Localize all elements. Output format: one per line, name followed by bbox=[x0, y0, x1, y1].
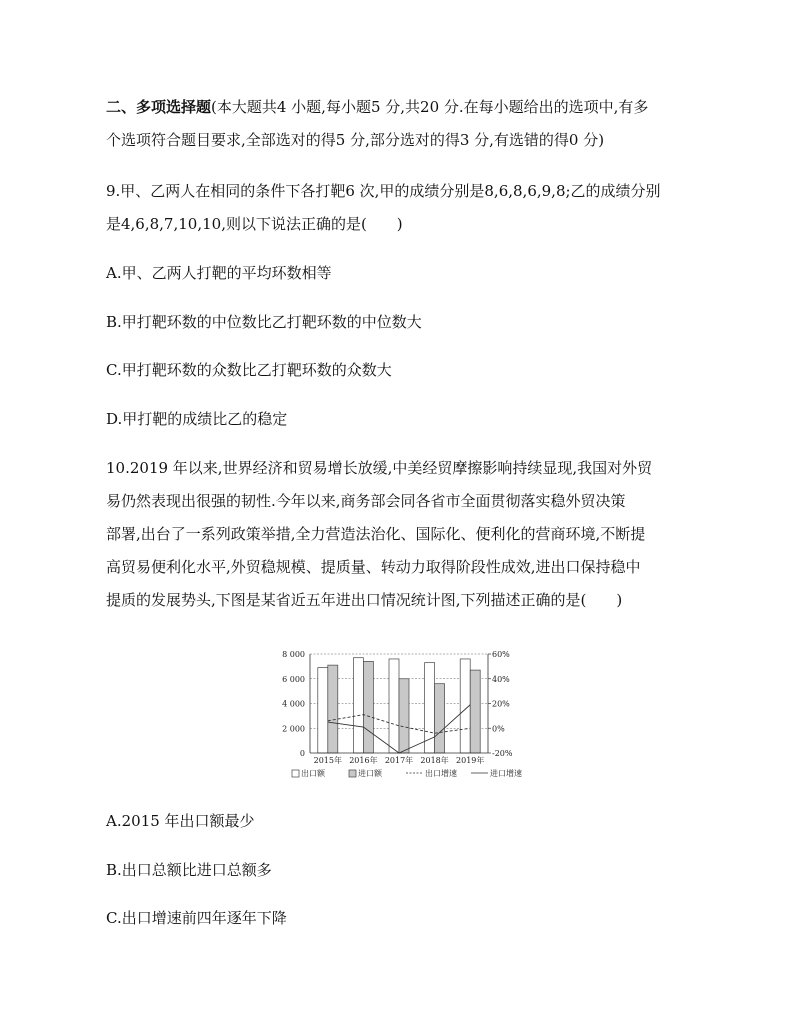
right-tick-label: 40% bbox=[492, 674, 510, 684]
left-tick-label: 6 000 bbox=[282, 674, 305, 684]
q9-option-c: C.甲打靶环数的众数比乙打靶环数的众数大 bbox=[106, 361, 392, 379]
x-tick-label: 2015年 bbox=[313, 756, 342, 765]
right-tick-label: 60% bbox=[492, 650, 510, 659]
q10-stem-4: 高贸易便利化水平,外贸稳规模、提质量、转动力取得阶段性成效,进出口保持稳中 bbox=[106, 558, 641, 576]
legend-swatch bbox=[349, 770, 356, 777]
x-tick-label: 2018年 bbox=[420, 756, 449, 765]
bar-export bbox=[318, 668, 328, 753]
left-tick-label: 8 000 bbox=[282, 650, 305, 659]
q10-stem-3: 部署,出台了一系列政策举措,全力营造法治化、国际化、便利化的营商环境,不断提 bbox=[106, 525, 646, 543]
q9-option-a: A.甲、乙两人打靶的平均环数相等 bbox=[106, 264, 332, 282]
section-instructions-1: (本大题共4 小题,每小题5 分,共20 分.在每小题给出的选项中,有多 bbox=[211, 98, 649, 116]
right-tick-label: 20% bbox=[492, 699, 510, 709]
left-tick-label: 2 000 bbox=[282, 724, 305, 734]
legend-label: 出口额 bbox=[301, 769, 325, 778]
legend-label: 出口增速 bbox=[425, 769, 457, 778]
q10-option-c: C.出口增速前四年逐年下降 bbox=[106, 909, 287, 927]
bar-export bbox=[353, 658, 363, 753]
left-tick-label: 4 000 bbox=[282, 699, 305, 709]
left-tick-label: 0 bbox=[299, 749, 305, 758]
x-tick-label: 2017年 bbox=[384, 756, 414, 765]
q10-option-b: B.出口总额比进口总额多 bbox=[106, 861, 272, 879]
section-header bbox=[106, 96, 648, 118]
q10-stem-5: 提质的发展势头,下图是某省近五年进出口情况统计图,下列描述正确的是( ) bbox=[106, 591, 623, 609]
trade-chart bbox=[270, 645, 530, 785]
bar-export bbox=[389, 659, 399, 753]
legend-swatch bbox=[292, 770, 299, 777]
right-tick-label: -20% bbox=[492, 749, 513, 758]
q9-stem-2: 是4,6,8,7,10,10,则以下说法正确的是( ) bbox=[106, 215, 403, 233]
q10-option-a: A.2015 年出口额最少 bbox=[106, 812, 255, 830]
bar-import bbox=[328, 665, 338, 753]
q9-option-d: D.甲打靶的成绩比乙的稳定 bbox=[106, 410, 288, 428]
q10-stem-1: 10.2019 年以来,世界经济和贸易增长放缓,中美经贸摩擦影响持续显现,我国对外贸 bbox=[106, 459, 653, 477]
bar-import bbox=[470, 670, 480, 753]
section-instructions-2: 个选项符合题目要求,全部选对的得5 分,部分选对的得3 分,有选错的得0 分) bbox=[106, 131, 605, 149]
section-heading: 二、多项选择题 bbox=[106, 98, 212, 116]
legend-label: 进口增速 bbox=[490, 769, 522, 778]
q9-stem-1: 9.甲、乙两人在相同的条件下各打靶6 次,甲的成绩分别是8,6,8,6,9,8;乙的成绩分别 bbox=[106, 182, 661, 200]
legend-label: 进口额 bbox=[358, 769, 382, 778]
q10-stem-2: 易仍然表现出很强的韧性.今年以来,商务部会同各省市全面贯彻落实稳外贸决策 bbox=[106, 492, 626, 510]
q9-option-b: B.甲打靶环数的中位数比乙打靶环数的中位数大 bbox=[106, 313, 422, 331]
bar-import bbox=[435, 684, 445, 753]
x-tick-label: 2019年 bbox=[456, 756, 485, 765]
right-tick-label: 0% bbox=[492, 724, 505, 734]
x-tick-label: 2016年 bbox=[349, 756, 378, 765]
bar-import bbox=[399, 679, 409, 753]
bar-import bbox=[363, 661, 373, 753]
